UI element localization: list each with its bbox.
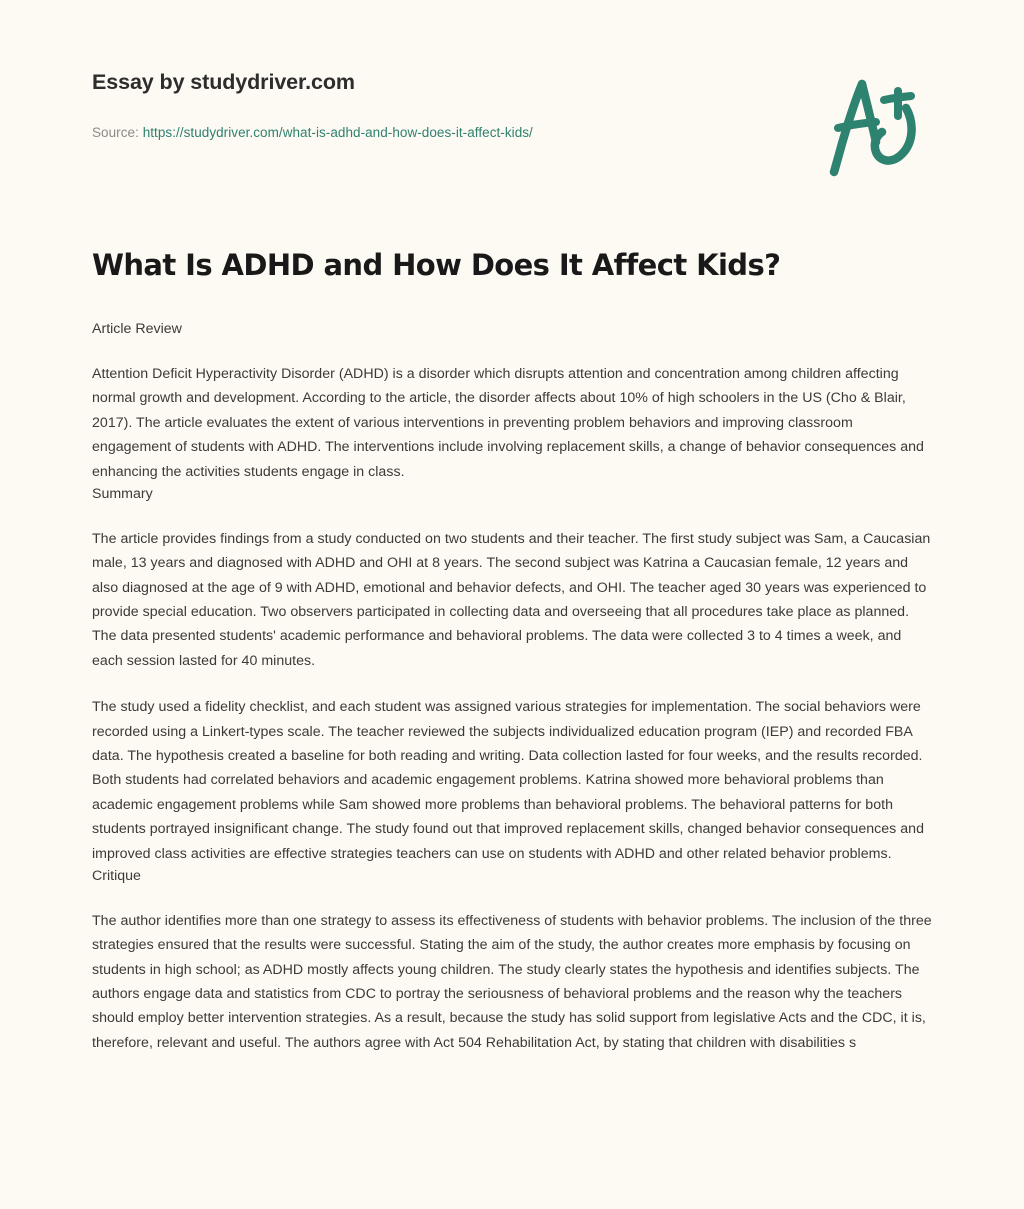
brand-byline: Essay by studydriver.com [92, 70, 355, 94]
section-critique [92, 866, 932, 1055]
section-heading: Critique [92, 868, 141, 885]
page-header [0, 0, 1024, 210]
paragraph: The article provides findings from a study conducted on two students and their teacher. The first study subject was Sam, a Caucasian male, 13 years and diagnosed with ADHD and OHI at 8 years. The second subject was Katrina a Caucasian female, 12 years and also diagnosed at the age of 9 with ADHD, emotional and behavior defects, and OHI. The teacher aged 30 years was experienced to provide special education. Two observers participated in collecting data and overseeing that all procedures take place as planned. The data presented students' academic performance and behavioral problems. The data were collected 3 to 4 times a week, and each session lasted for 40 minutes. [92, 530, 931, 669]
source-line [92, 125, 533, 140]
section-heading: Article Review [92, 321, 182, 338]
paragraph: The author identifies more than one strategy to assess its effectiveness of students with behavior problems. The inclusion of the three strategies ensured that the results were successful. Stating the aim of the study, the author creates more emphasis by focusing on students in high school; as ADHD mostly affects young children. The study clearly states the hypothesis and identifies subjects. The authors engage data and statistics from CDC to portray the seriousness of behavioral problems and the reason why the teachers should employ better intervention strategies. As a result, because the study has solid support from legislative Acts and the CDC, it is, therefore, relevant and useful. The authors agree with Act 504 Rehabilitation Act, by stating that children with disabilities s [92, 912, 932, 1051]
source-label: Source: [92, 125, 139, 140]
paragraph: Attention Deficit Hyperactivity Disorder (ADHD) is a disorder which disrupts attention and concentration among children affecting normal growth and development. According to the article, the disorder affects about 10% of high schoolers in the US (Cho & Blair, 2017). The article evaluates the extent of various interventions in preventing problem behaviors and improving classroom engagement of students with ADHD. The interventions include involving replacement skills, a change of behavior consequences and enhancing the activities students engage in class. [92, 365, 924, 480]
section-summary [92, 484, 932, 866]
paragraph: The study used a fidelity checklist, and each student was assigned various strategies for implementation. The social behaviors were recorded using a Linkert-types scale. The teacher reviewed the subjects individualized education program (IEP) and recorded FBA data. The hypothesis created a baseline for both reading and writing. Data collection lasted for four weeks, and the results recorded. Both students had correlated behaviors and academic engagement problems. Katrina showed more behavioral problems than academic engagement problems while Sam showed more problems than behavioral problems. The behavioral patterns for both students portrayed insignificant change. The study found out that improved replacement skills, changed behavior consequences and improved class activities are effective strategies teachers can use on students with ADHD and other related behavior problems. [92, 699, 924, 862]
source-url-link[interactable]: https://studydriver.com/what-is-adhd-and-how-does-it-affect-kids/ [142, 125, 533, 140]
section-heading: Summary [92, 486, 153, 503]
a-plus-logo-icon [806, 66, 934, 186]
studydriver-logo[interactable] [806, 66, 934, 186]
section-article-review [92, 319, 932, 484]
essay-body [92, 248, 932, 1055]
page-title: What Is ADHD and How Does It Affect Kids? [92, 248, 781, 282]
